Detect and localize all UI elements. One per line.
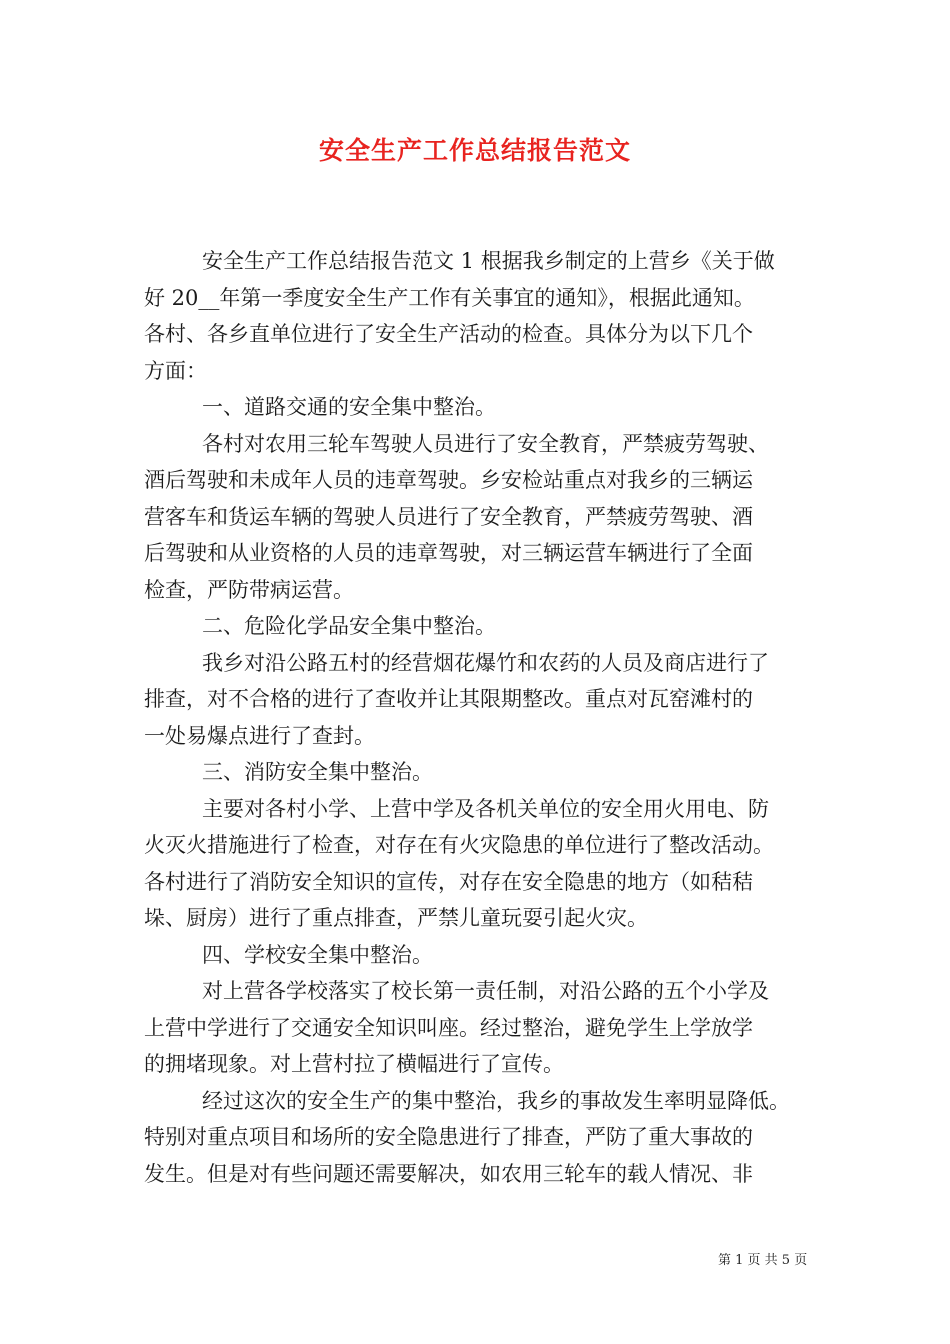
paragraph-line: 特别对重点项目和场所的安全隐患进行了排查，严防了重大事故的	[144, 1125, 753, 1149]
paragraph-line: 一处易爆点进行了查封。	[144, 723, 375, 748]
paragraph-line: 检查，严防带病运营。	[144, 577, 354, 602]
paragraph-line: 上营中学进行了交通安全知识叫座。经过整治，避免学生上学放学	[144, 1015, 753, 1040]
paragraph-line: 排查，对不合格的进行了查收并让其限期整改。重点对瓦窑滩村的	[144, 687, 753, 711]
paragraph-line: 各村进行了消防安全知识的宣传，对存在安全隐患的地方（如秸秸	[144, 869, 753, 894]
section-heading: 四、学校安全集中整治。	[202, 942, 433, 967]
document-body	[144, 243, 812, 1192]
section-heading: 三、消防安全集中整治。	[202, 760, 433, 784]
section-heading: 一、道路交通的安全集中整治。	[202, 395, 496, 419]
paragraph-line: 的拥堵现象。对上营村拉了横幅进行了宣传。	[144, 1052, 564, 1076]
paragraph-line: 垛、厨房）进行了重点排查，严禁儿童玩耍引起火灾。	[144, 906, 648, 930]
page-number-footer: 第 1 页 共 5 页	[718, 1253, 808, 1268]
paragraph-line: 发生。但是对有些问题还需要解决，如农用三轮车的载人情况、非	[144, 1161, 753, 1186]
paragraph-line: 安全生产工作总结报告范文 1 根据我乡制定的上营乡《关于做	[202, 249, 775, 273]
paragraph-line: 对上营各学校落实了校长第一责任制，对沿公路的五个小学及	[202, 979, 769, 1003]
paragraph-line: 好 20__年第一季度安全生产工作有关事宜的通知》，根据此通知。	[144, 285, 755, 310]
section-heading: 二、危险化学品安全集中整治。	[202, 614, 496, 638]
paragraph-line: 各村、各乡直单位进行了安全生产活动的检查。具体分为以下几个	[144, 322, 753, 346]
paragraph-line: 经过这次的安全生产的集中整治，我乡的事故发生率明显降低。	[202, 1088, 790, 1113]
paragraph-line: 营客车和货运车辆的驾驶人员进行了安全教育，严禁疲劳驾驶、酒	[144, 504, 753, 529]
paragraph-line: 各村对农用三轮车驾驶人员进行了安全教育，严禁疲劳驾驶、	[202, 431, 769, 456]
document-title: 安全生产工作总结报告范文	[318, 136, 631, 165]
paragraph-line: 后驾驶和从业资格的人员的违章驾驶，对三辆运营车辆进行了全面	[144, 541, 753, 565]
paragraph-line: 火灭火措施进行了检查，对存在有火灾隐患的单位进行了整改活动。	[144, 833, 774, 857]
paragraph-line: 主要对各村小学、上营中学及各机关单位的安全用火用电、防	[202, 796, 769, 821]
paragraph-line: 酒后驾驶和未成年人员的违章驾驶。乡安检站重点对我乡的三辆运	[144, 468, 753, 492]
paragraph-line: 方面：	[144, 358, 207, 383]
paragraph-line: 我乡对沿公路五村的经营烟花爆竹和农药的人员及商店进行了	[202, 650, 769, 675]
